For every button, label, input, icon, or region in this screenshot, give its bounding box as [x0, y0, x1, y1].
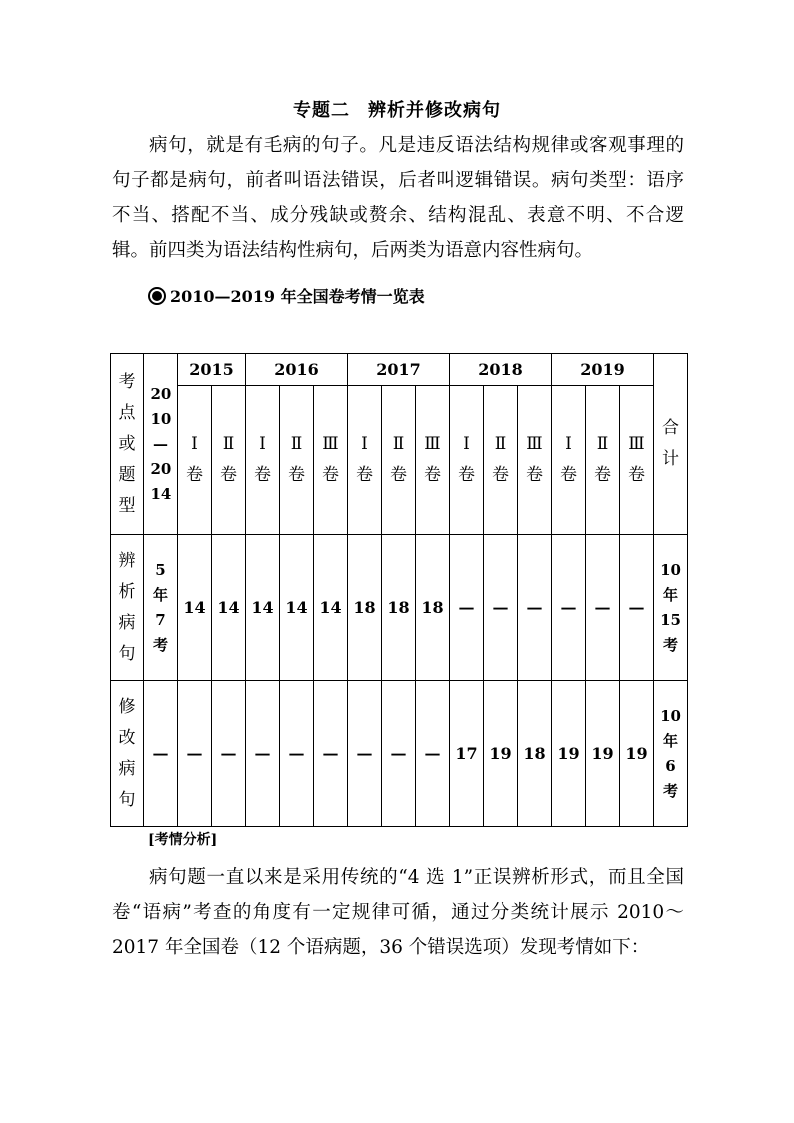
year-header: 2016: [246, 354, 348, 386]
table-cell: —: [586, 535, 620, 681]
table-cell: 14: [178, 535, 212, 681]
volume-header: Ⅱ卷: [280, 386, 314, 535]
section-heading: [148, 284, 425, 307]
period-cell: —: [144, 681, 178, 827]
table-cell: —: [314, 681, 348, 827]
section-heading-text: 2010—2019 年全国卷考情一览表: [170, 287, 425, 306]
table-cell: —: [484, 535, 518, 681]
total-cell: [654, 535, 688, 681]
table-cell: 19: [484, 681, 518, 827]
volume-header: Ⅰ卷: [246, 386, 280, 535]
corner-header-cell: [111, 354, 144, 535]
table-row: [111, 535, 688, 681]
table-cell: —: [212, 681, 246, 827]
total-value: 10年6考: [660, 706, 681, 800]
row-label-cell: [111, 681, 144, 827]
table-cell: 18: [416, 535, 450, 681]
bullet-icon: [148, 287, 166, 305]
row-label: 修改病句: [118, 696, 136, 810]
volume-header: Ⅰ卷: [178, 386, 212, 535]
table-cell: 14: [314, 535, 348, 681]
row-label-cell: [111, 535, 144, 681]
table-cell: 18: [348, 535, 382, 681]
table-cell: —: [552, 535, 586, 681]
table-cell: 17: [450, 681, 484, 827]
volume-header: Ⅲ卷: [416, 386, 450, 535]
table-cell: —: [280, 681, 314, 827]
period-header-cell: [144, 354, 178, 535]
table-cell: —: [518, 535, 552, 681]
volume-header: Ⅱ卷: [484, 386, 518, 535]
title-part1: 专题二: [293, 100, 350, 121]
table-cell: 19: [552, 681, 586, 827]
title-part2: 辨析并修改病句: [368, 100, 501, 121]
year-header: 2019: [552, 354, 654, 386]
table-cell: 14: [280, 535, 314, 681]
year-header: 2017: [348, 354, 450, 386]
total-header-cell: [654, 354, 688, 535]
table-cell: —: [382, 681, 416, 827]
table-cell: —: [178, 681, 212, 827]
table-cell: —: [246, 681, 280, 827]
volume-header: Ⅰ卷: [552, 386, 586, 535]
volume-header: Ⅲ卷: [314, 386, 348, 535]
table-cell: 18: [518, 681, 552, 827]
total-header: 合计: [662, 418, 679, 469]
row-label: 辨析病句: [118, 550, 136, 664]
total-cell: [654, 681, 688, 827]
table-cell: 14: [212, 535, 246, 681]
volume-header: Ⅱ卷: [382, 386, 416, 535]
exam-table: [110, 353, 688, 827]
corner-header: 考点或题型: [118, 371, 136, 516]
volume-header: Ⅱ卷: [212, 386, 246, 535]
table-cell: 18: [382, 535, 416, 681]
period-value: 5年7考: [152, 560, 168, 654]
year-header: 2015: [178, 354, 246, 386]
table-cell: 19: [620, 681, 654, 827]
analysis-text: 病句题一直以来是采用传统的“4 选 1”正误辨析形式，而且全国卷“语病”考查的角度有一定规律可循，通过分类统计展示 2010～2017 年全国卷（12 个语病题，36 个错误选项）发现考情如下：: [112, 867, 684, 958]
volume-header: Ⅱ卷: [586, 386, 620, 535]
volume-header: Ⅰ卷: [348, 386, 382, 535]
table-cell: 19: [586, 681, 620, 827]
volume-header: Ⅲ卷: [518, 386, 552, 535]
total-value: 10年15考: [660, 560, 681, 654]
analysis-note-label: [考情分析]: [148, 832, 218, 848]
intro-paragraph: [112, 128, 684, 268]
volume-header: Ⅲ卷: [620, 386, 654, 535]
table-cell: —: [450, 535, 484, 681]
analysis-paragraph: [112, 860, 684, 965]
period-cell: [144, 535, 178, 681]
period-header: 20 10 — 20 14: [150, 384, 172, 503]
table-cell: —: [348, 681, 382, 827]
table-cell: 14: [246, 535, 280, 681]
page-title: [0, 96, 794, 122]
intro-text: 病句，就是有毛病的句子。凡是违反语法结构规律或客观事理的句子都是病句，前者叫语法错误，后者叫逻辑错误。病句类型：语序不当、搭配不当、成分残缺或赘余、结构混乱、表意不明、不合逻辑。前四类为语法结构性病句，后两类为语意内容性病句。: [112, 135, 684, 261]
year-header: 2018: [450, 354, 552, 386]
table-row: [111, 681, 688, 827]
volume-header: Ⅰ卷: [450, 386, 484, 535]
table-cell: —: [416, 681, 450, 827]
table-cell: —: [620, 535, 654, 681]
